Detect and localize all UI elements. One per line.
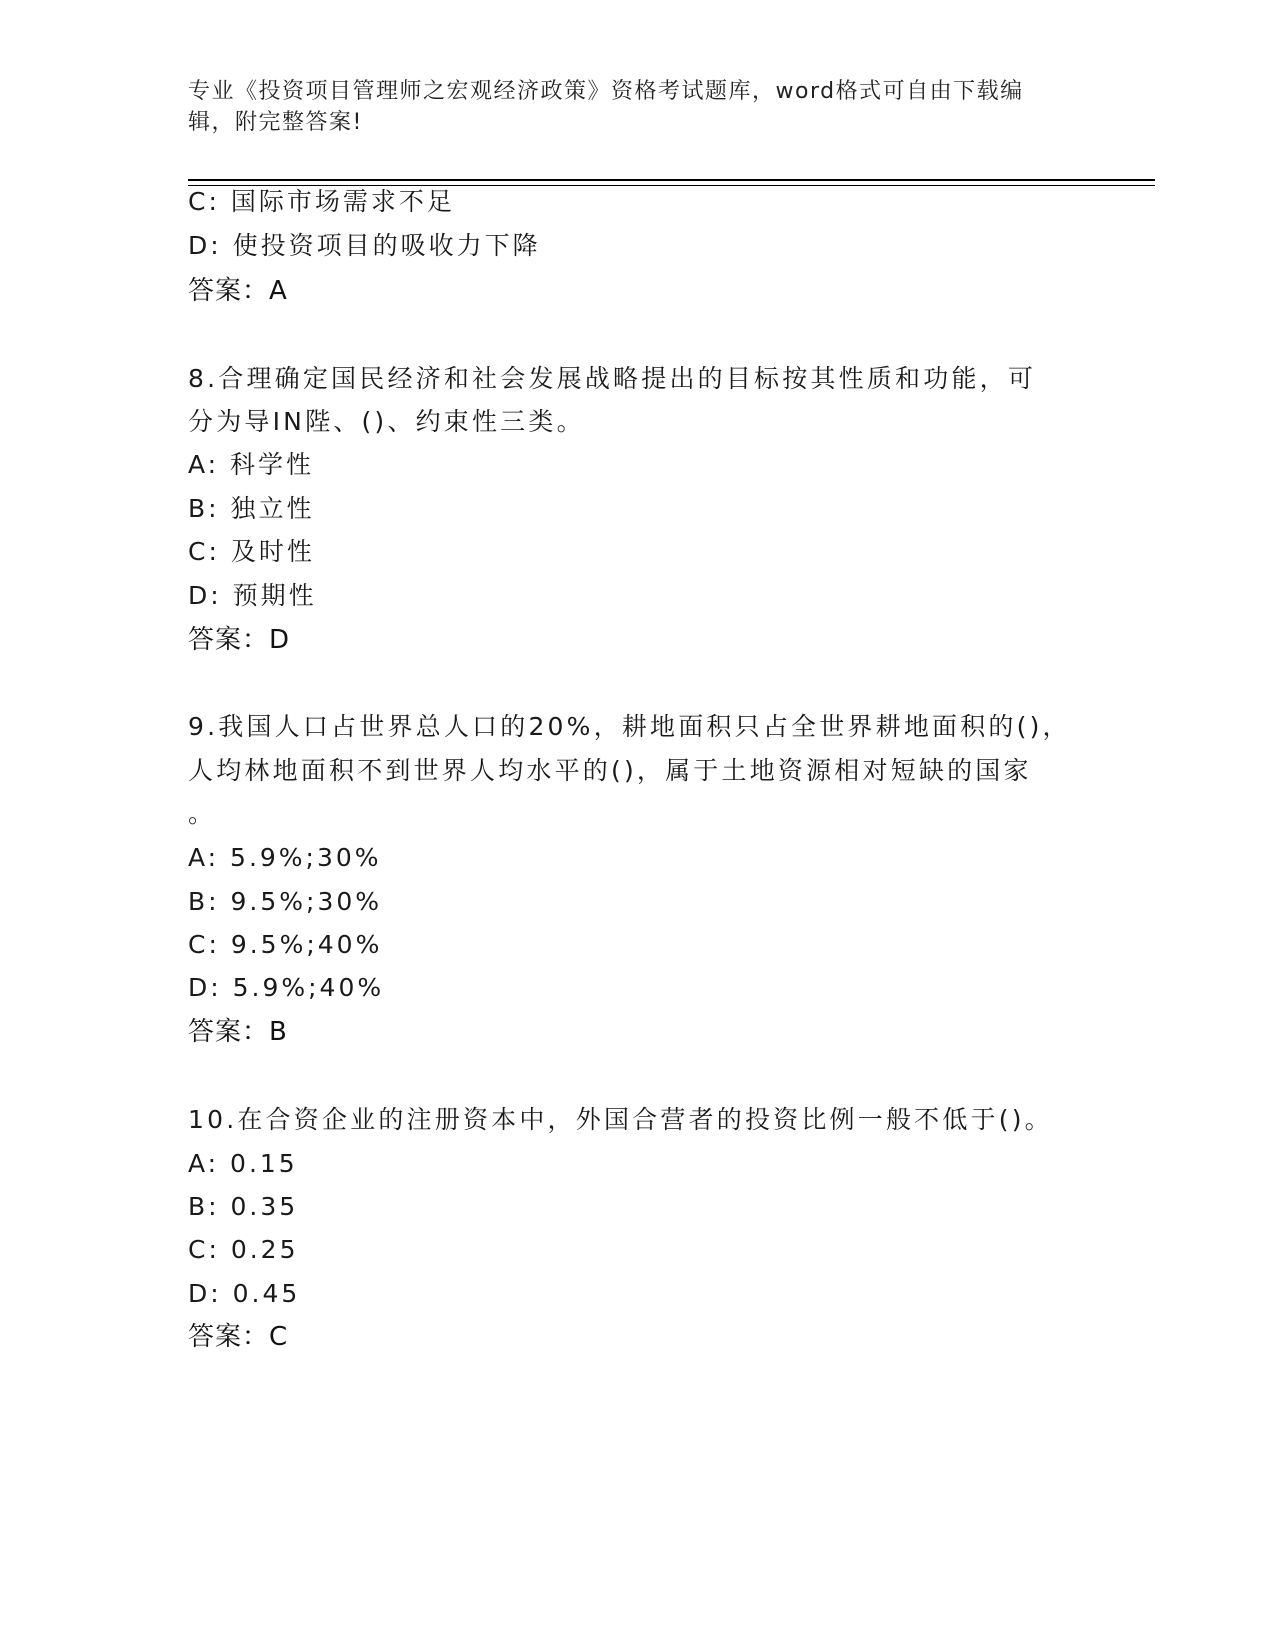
q7-answer: 答案：A	[188, 276, 288, 306]
header-line-1: 专业《投资项目管理师之宏观经济政策》资格考试题库，word格式可自由下载编	[188, 79, 1024, 104]
q7-option-c: C: 国际市场需求不足	[188, 187, 455, 216]
q10-option-c: C: 0.25	[188, 1235, 299, 1264]
q8-stem-line-2: 分为导IN陛、()、约束性三类。	[188, 407, 585, 436]
q9-option-a: A: 5.9%;30%	[188, 843, 382, 872]
q9-option-b: B: 9.5%;30%	[188, 887, 383, 916]
q8-stem-line-1: 8.合理确定国民经济和社会发展战略提出的目标按其性质和功能，可	[188, 364, 1037, 393]
q10-stem-line-1: 10.在合资企业的注册资本中，外国合营者的投资比例一般不低于()。	[188, 1105, 1053, 1134]
header-line-2: 辑，附完整答案!	[188, 110, 363, 135]
q8-option-b: B: 独立性	[188, 494, 315, 523]
q10-option-a: A: 0.15	[188, 1149, 298, 1178]
q9-option-d: D: 5.9%;40%	[188, 973, 385, 1002]
q8-option-c: C: 及时性	[188, 537, 315, 566]
q8-option-d: D: 预期性	[188, 581, 317, 610]
q10-answer: 答案：C	[188, 1322, 289, 1352]
q10-option-d: D: 0.45	[188, 1279, 301, 1308]
q10-option-b: B: 0.35	[188, 1192, 299, 1221]
q8-answer: 答案：D	[188, 625, 291, 655]
q9-stem-line-3: 。	[188, 799, 217, 828]
q8-option-a: A: 科学性	[188, 450, 315, 479]
page-header	[188, 76, 1068, 138]
q9-stem-line-1: 9.我国人口占世界总人口的20%，耕地面积只占全世界耕地面积的()，	[188, 712, 1071, 741]
header-rule-thick	[188, 179, 1155, 181]
q9-answer: 答案：B	[188, 1017, 288, 1047]
q7-option-d: D: 使投资项目的吸收力下降	[188, 231, 541, 260]
q9-option-c: C: 9.5%;40%	[188, 930, 383, 959]
q9-stem-line-2: 人均林地面积不到世界人均水平的()，属于土地资源相对短缺的国家	[188, 756, 1032, 785]
